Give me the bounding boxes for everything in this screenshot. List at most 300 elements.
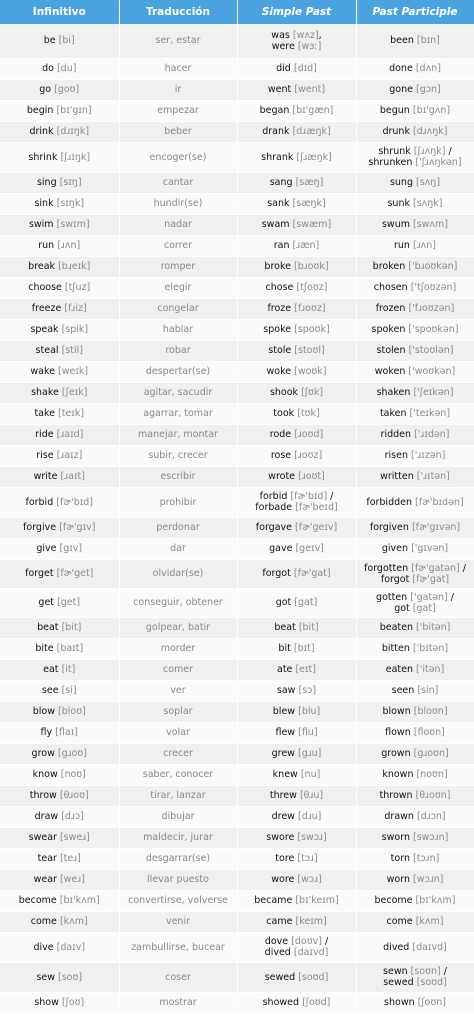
verb-form: eat [43, 664, 59, 675]
table-row [0, 517, 474, 538]
verb-form: forbidden [366, 496, 413, 508]
verb-form: shrank [261, 151, 294, 163]
past-participle-cell [356, 142, 474, 172]
table-row [0, 424, 474, 445]
simple-past-cell [237, 142, 356, 172]
translation-cell: mostrar [119, 992, 237, 1013]
table-row [0, 588, 474, 617]
translation-cell: soplar [119, 701, 237, 722]
phonetic: ['stoʊlən] [408, 345, 454, 356]
phonetic: [geɪv] [295, 543, 324, 554]
past-participle-cell [356, 932, 474, 962]
phonetic: [sweɹ] [59, 832, 90, 843]
simple-past-cell [237, 298, 356, 319]
translation-cell: manejar, montar [119, 424, 237, 445]
verb-form: beaten [379, 622, 413, 633]
phonetic: [doʊv] [291, 936, 322, 947]
infinitive-cell [0, 638, 119, 659]
infinitive-cell [0, 466, 119, 487]
simple-past-cell [237, 58, 356, 79]
past-participle-cell [356, 121, 474, 142]
phonetic: [dɹæŋk] [292, 126, 331, 137]
phonetic: [sɪŋk] [56, 198, 85, 209]
verb-form: speak [30, 324, 59, 335]
past-participle-cell [356, 403, 474, 424]
verb-form: done [389, 63, 413, 74]
table-row [0, 869, 474, 890]
phonetic: [sæŋk] [292, 198, 326, 209]
verb-form: get [38, 597, 55, 608]
phonetic: [wɔɹn] [413, 874, 444, 885]
verb-form: rose [270, 450, 292, 461]
phonetic: [bloʊ] [58, 706, 86, 717]
verb-form: sew [36, 971, 55, 983]
verb-form: swim [28, 219, 54, 230]
translation-cell: comer [119, 659, 237, 680]
verb-form: blow [32, 706, 55, 717]
verb-form: broken [372, 261, 406, 272]
simple-past-cell [237, 79, 356, 100]
simple-past-cell [237, 588, 356, 617]
past-participle-cell [356, 214, 474, 235]
table-row [0, 256, 474, 277]
verb-form: chose [265, 282, 294, 293]
table-row [0, 848, 474, 869]
verb-form: come [30, 916, 57, 927]
phonetic: [fɚ'geɪv] [295, 522, 338, 533]
phonetic: [gɹoʊ] [57, 748, 87, 759]
phonetic: [get] [57, 597, 81, 608]
table-row [0, 277, 474, 298]
verb-form: sunk [387, 198, 410, 209]
verb-form: fly [40, 727, 53, 738]
phonetic: ['gatən] [410, 591, 448, 603]
phonetic: [fɚ'gat] [412, 573, 450, 585]
infinitive-cell [0, 932, 119, 962]
phonetic: [sin] [417, 685, 439, 696]
past-participle-cell [356, 680, 474, 701]
verb-form: do [42, 63, 54, 74]
infinitive-cell [0, 142, 119, 172]
phonetic: [ɹaɪz] [56, 450, 83, 461]
infinitive-cell [0, 214, 119, 235]
past-participle-cell [356, 466, 474, 487]
phonetic: [fɚ'bɪd] [290, 491, 328, 502]
simple-past-cell [237, 827, 356, 848]
infinitive-cell [0, 785, 119, 806]
verb-form: chosen [373, 282, 408, 293]
simple-past-cell [237, 559, 356, 588]
phonetic: [fɚ'gatən] [411, 562, 460, 574]
translation-cell: escribir [119, 466, 237, 487]
phonetic: [spik] [61, 324, 89, 335]
verb-form: forgot [380, 573, 410, 585]
phonetic: [dɹɔ] [61, 811, 84, 822]
translation-cell: golpear, batir [119, 617, 237, 638]
table-row [0, 79, 474, 100]
verb-form: flew [275, 727, 296, 738]
verb-form: forgave [255, 522, 292, 533]
phonetic: [ɹʌn] [57, 240, 81, 251]
translation-cell: hundir(se) [119, 193, 237, 214]
infinitive-cell [0, 340, 119, 361]
table-row [0, 340, 474, 361]
verb-form: dived [264, 947, 291, 958]
past-participle-cell [356, 869, 474, 890]
past-participle-cell [356, 743, 474, 764]
phonetic: [ʃɹʌŋk] [413, 146, 446, 157]
past-participle-cell [356, 588, 474, 617]
simple-past-cell [237, 214, 356, 235]
infinitive-cell [0, 722, 119, 743]
simple-past-cell [237, 403, 356, 424]
phonetic: [gat] [294, 597, 318, 608]
verb-form: tear [37, 853, 57, 864]
verb-form: went [267, 84, 292, 95]
table-row [0, 659, 474, 680]
phonetic: [ɹoʊd] [294, 429, 324, 440]
verb-form: give [36, 543, 57, 554]
past-participle-cell [356, 277, 474, 298]
past-participle-cell [356, 911, 474, 932]
simple-past-cell [237, 992, 356, 1013]
infinitive-cell [0, 382, 119, 403]
verb-form: woken [374, 366, 406, 377]
phonetic: [tɔɹ] [297, 853, 318, 864]
phonetic: [blu] [298, 706, 321, 717]
verb-form: forbid [259, 491, 288, 502]
past-participle-cell [356, 319, 474, 340]
verb-form: begun [379, 105, 410, 116]
simple-past-cell [237, 659, 356, 680]
phonetic: [kʌm] [59, 916, 88, 927]
verb-form: stole [268, 345, 292, 356]
verb-form: forbade [255, 502, 293, 513]
verb-form: wore [271, 874, 295, 885]
phonetic: [went] [294, 84, 326, 95]
verb-form: saw [276, 685, 296, 696]
phonetic: [ʃɹæŋk] [296, 151, 332, 163]
translation-cell: maldecir, jurar [119, 827, 237, 848]
past-participle-cell [356, 172, 474, 193]
table-row [0, 827, 474, 848]
simple-past-cell [237, 121, 356, 142]
phonetic: [baɪt] [56, 643, 84, 654]
verb-form: was [271, 29, 290, 41]
verb-form: wrote [268, 471, 296, 482]
table-row [0, 911, 474, 932]
infinitive-cell [0, 403, 119, 424]
infinitive-cell [0, 617, 119, 638]
past-participle-cell [356, 445, 474, 466]
verb-form: been [390, 35, 414, 47]
phonetic: ['bɹoʊkən] [408, 261, 458, 272]
phonetic: [du] [56, 63, 77, 74]
phonetic: [daɪv] [56, 941, 86, 953]
table-row [0, 382, 474, 403]
header-infinitivo: Infinitivo [0, 0, 119, 24]
phonetic: [eɪt] [295, 664, 316, 675]
translation-cell: dar [119, 538, 237, 559]
simple-past-cell [237, 361, 356, 382]
infinitive-cell [0, 806, 119, 827]
translation-cell: convertirse, volverse [119, 890, 237, 911]
phonetic: [it] [61, 664, 76, 675]
infinitive-cell [0, 319, 119, 340]
phonetic: [bɪn] [416, 35, 440, 47]
simple-past-cell [237, 256, 356, 277]
infinitive-cell [0, 848, 119, 869]
verb-form: throw [29, 790, 57, 801]
simple-past-cell [237, 340, 356, 361]
infinitive-cell [0, 764, 119, 785]
table-row [0, 743, 474, 764]
phonetic: [gɹoʊn] [413, 748, 449, 759]
infinitive-cell [0, 424, 119, 445]
translation-cell: robar [119, 340, 237, 361]
simple-past-cell [237, 806, 356, 827]
verb-form: bit [278, 643, 291, 654]
translation-cell: ser, estar [119, 24, 237, 58]
phonetic: [ʃoʊ] [61, 997, 85, 1008]
phonetic: [teɪk] [58, 408, 85, 419]
verb-form: draw [34, 811, 59, 822]
past-participle-cell [356, 538, 474, 559]
infinitive-cell [0, 827, 119, 848]
phonetic: ['woʊkən] [408, 366, 456, 377]
verb-form: came [266, 916, 293, 927]
past-participle-cell [356, 638, 474, 659]
infinitive-cell [0, 992, 119, 1013]
verb-form: steal [35, 345, 59, 356]
translation-cell: empezar [119, 100, 237, 121]
phonetic: [bɹoʊk] [294, 261, 329, 272]
phonetic: [swɔɹ] [297, 832, 327, 843]
translation-cell: crecer [119, 743, 237, 764]
verb-form: took [273, 408, 295, 419]
phonetic: [fɹoʊz] [294, 303, 326, 314]
verb-form: tore [275, 853, 295, 864]
phonetic: [ʃoʊd] [302, 997, 331, 1008]
verb-form: sang [269, 177, 293, 188]
past-participle-cell [356, 298, 474, 319]
verb-form: drank [262, 126, 290, 137]
past-participle-cell [356, 256, 474, 277]
phonetic: ['spoʊkən] [408, 324, 459, 335]
verb-form: drawn [384, 811, 414, 822]
simple-past-cell [237, 722, 356, 743]
simple-past-cell [237, 680, 356, 701]
verb-form: ate [277, 664, 293, 675]
verb-form: beat [37, 622, 59, 633]
phonetic: [dɹɔn] [416, 811, 446, 822]
phonetic: [tɔɹn] [413, 853, 440, 864]
verb-form: show [34, 997, 59, 1008]
table-row [0, 142, 474, 172]
verb-form: knew [272, 769, 298, 780]
simple-past-cell [237, 382, 356, 403]
table-row [0, 559, 474, 588]
verb-form: gone [389, 84, 413, 95]
past-participle-cell [356, 617, 474, 638]
simple-past-cell [237, 24, 356, 58]
phonetic: [flu] [298, 727, 318, 738]
verb-form: began [259, 105, 290, 116]
past-participle-cell [356, 890, 474, 911]
verb-form: froze [267, 303, 292, 314]
phonetic: [daɪvd] [412, 941, 447, 953]
infinitive-cell [0, 277, 119, 298]
separator: / [327, 491, 334, 502]
verb-form: spoke [263, 324, 292, 335]
verb-form: ride [35, 429, 54, 440]
phonetic: [fɚ'beɪd] [295, 502, 338, 513]
past-participle-cell [356, 827, 474, 848]
verb-form: forgive [23, 522, 57, 533]
infinitive-cell [0, 79, 119, 100]
verb-form: blew [272, 706, 296, 717]
verb-form: ridden [380, 429, 412, 440]
table-row [0, 962, 474, 992]
simple-past-cell [237, 538, 356, 559]
verb-form: sung [389, 177, 413, 188]
phonetic: [noʊn] [416, 769, 448, 780]
table-row [0, 361, 474, 382]
phonetic: [fɚ'gɪv] [59, 522, 96, 533]
phonetic: [bloʊn] [413, 706, 448, 717]
infinitive-cell [0, 538, 119, 559]
verb-form: became [254, 895, 293, 906]
verb-form: threw [269, 790, 297, 801]
verb-form: beat [274, 622, 296, 633]
verb-form: dived [383, 941, 410, 953]
phonetic: [ʃʊk] [301, 387, 324, 398]
verb-form: forgotten [364, 562, 409, 574]
translation-cell: romper [119, 256, 237, 277]
phonetic: ['ʃeɪkən] [413, 387, 454, 398]
table-row [0, 58, 474, 79]
verb-form: become [374, 895, 413, 906]
simple-past-cell [237, 466, 356, 487]
verb-form: frozen [375, 303, 406, 314]
phonetic: [teɹ] [59, 853, 81, 864]
table-row [0, 466, 474, 487]
verb-form: spoken [371, 324, 406, 335]
verb-form: sing [36, 177, 57, 188]
phonetic: [dɹɪŋk] [56, 126, 90, 137]
verb-form: choose [28, 282, 62, 293]
table-header [0, 0, 474, 24]
infinitive-cell [0, 256, 119, 277]
phonetic: [bɪ'gɪn] [56, 105, 92, 116]
simple-past-cell [237, 617, 356, 638]
verb-form: sewn [383, 966, 408, 977]
translation-cell: venir [119, 911, 237, 932]
translation-cell: perdonar [119, 517, 237, 538]
table-row [0, 100, 474, 121]
verb-form: shrink [28, 151, 58, 163]
phonetic: [gɔn] [416, 84, 441, 95]
phonetic: [tʃoʊz] [296, 282, 328, 293]
translation-cell: llevar puesto [119, 869, 237, 890]
translation-cell: coser [119, 962, 237, 992]
translation-cell: hacer [119, 58, 237, 79]
past-participle-cell [356, 559, 474, 588]
verb-form: forgot [262, 568, 291, 579]
phonetic: [fɹiz] [64, 303, 87, 314]
verb-form: write [33, 471, 58, 482]
verb-form: be [43, 35, 56, 47]
table-row [0, 638, 474, 659]
infinitive-cell [0, 445, 119, 466]
infinitive-cell [0, 361, 119, 382]
simple-past-cell [237, 235, 356, 256]
verb-form: shaken [376, 387, 411, 398]
simple-past-cell [237, 743, 356, 764]
table-row [0, 764, 474, 785]
phonetic: [goʊ] [54, 84, 80, 95]
separator: / [445, 146, 452, 157]
verb-form: showed [262, 997, 300, 1008]
simple-past-cell [237, 100, 356, 121]
verb-form: ran [273, 240, 290, 251]
simple-past-cell [237, 932, 356, 962]
table-row [0, 932, 474, 962]
verb-form: blown [382, 706, 411, 717]
phonetic: ['bɪtən] [412, 643, 449, 654]
infinitive-cell [0, 588, 119, 617]
header-traduccion: Traducción [119, 0, 237, 24]
phonetic: [noʊ] [60, 769, 86, 780]
phonetic: [bɪ'keɪm] [295, 895, 339, 906]
table-row [0, 992, 474, 1013]
translation-cell: saber, conocer [119, 764, 237, 785]
past-participle-cell [356, 100, 474, 121]
phonetic: [wɔɹ] [297, 874, 322, 885]
translation-cell: hablar [119, 319, 237, 340]
phonetic: ['ɹɪzən] [411, 450, 446, 461]
table-row [0, 785, 474, 806]
verb-form: rode [269, 429, 292, 440]
verb-form: grown [381, 748, 411, 759]
phonetic: [swɔɹn] [413, 832, 449, 843]
phonetic: [bɪ'gæn] [292, 105, 334, 116]
simple-past-cell [237, 193, 356, 214]
phonetic: [fɚ'gɪvən] [411, 522, 461, 533]
translation-cell: dibujar [119, 806, 237, 827]
verb-form: go [39, 84, 52, 95]
verb-form: shown [384, 997, 415, 1008]
verb-form: wear [33, 874, 57, 885]
table-row [0, 487, 474, 517]
infinitive-cell [0, 24, 119, 58]
phonetic: [bɹeɪk] [58, 261, 91, 272]
translation-cell: tirar, lanzar [119, 785, 237, 806]
translation-cell: cantar [119, 172, 237, 193]
translation-cell: olvidar(se) [119, 559, 237, 588]
past-participle-cell [356, 24, 474, 58]
verb-form: risen [384, 450, 408, 461]
infinitive-cell [0, 121, 119, 142]
verb-form: eaten [385, 664, 413, 675]
verb-form: dive [33, 941, 54, 953]
phonetic: [dɪd] [293, 63, 317, 74]
infinitive-cell [0, 890, 119, 911]
infinitive-cell [0, 911, 119, 932]
phonetic: ['bitən] [416, 622, 451, 633]
simple-past-cell [237, 701, 356, 722]
verb-form: drink [29, 126, 54, 137]
